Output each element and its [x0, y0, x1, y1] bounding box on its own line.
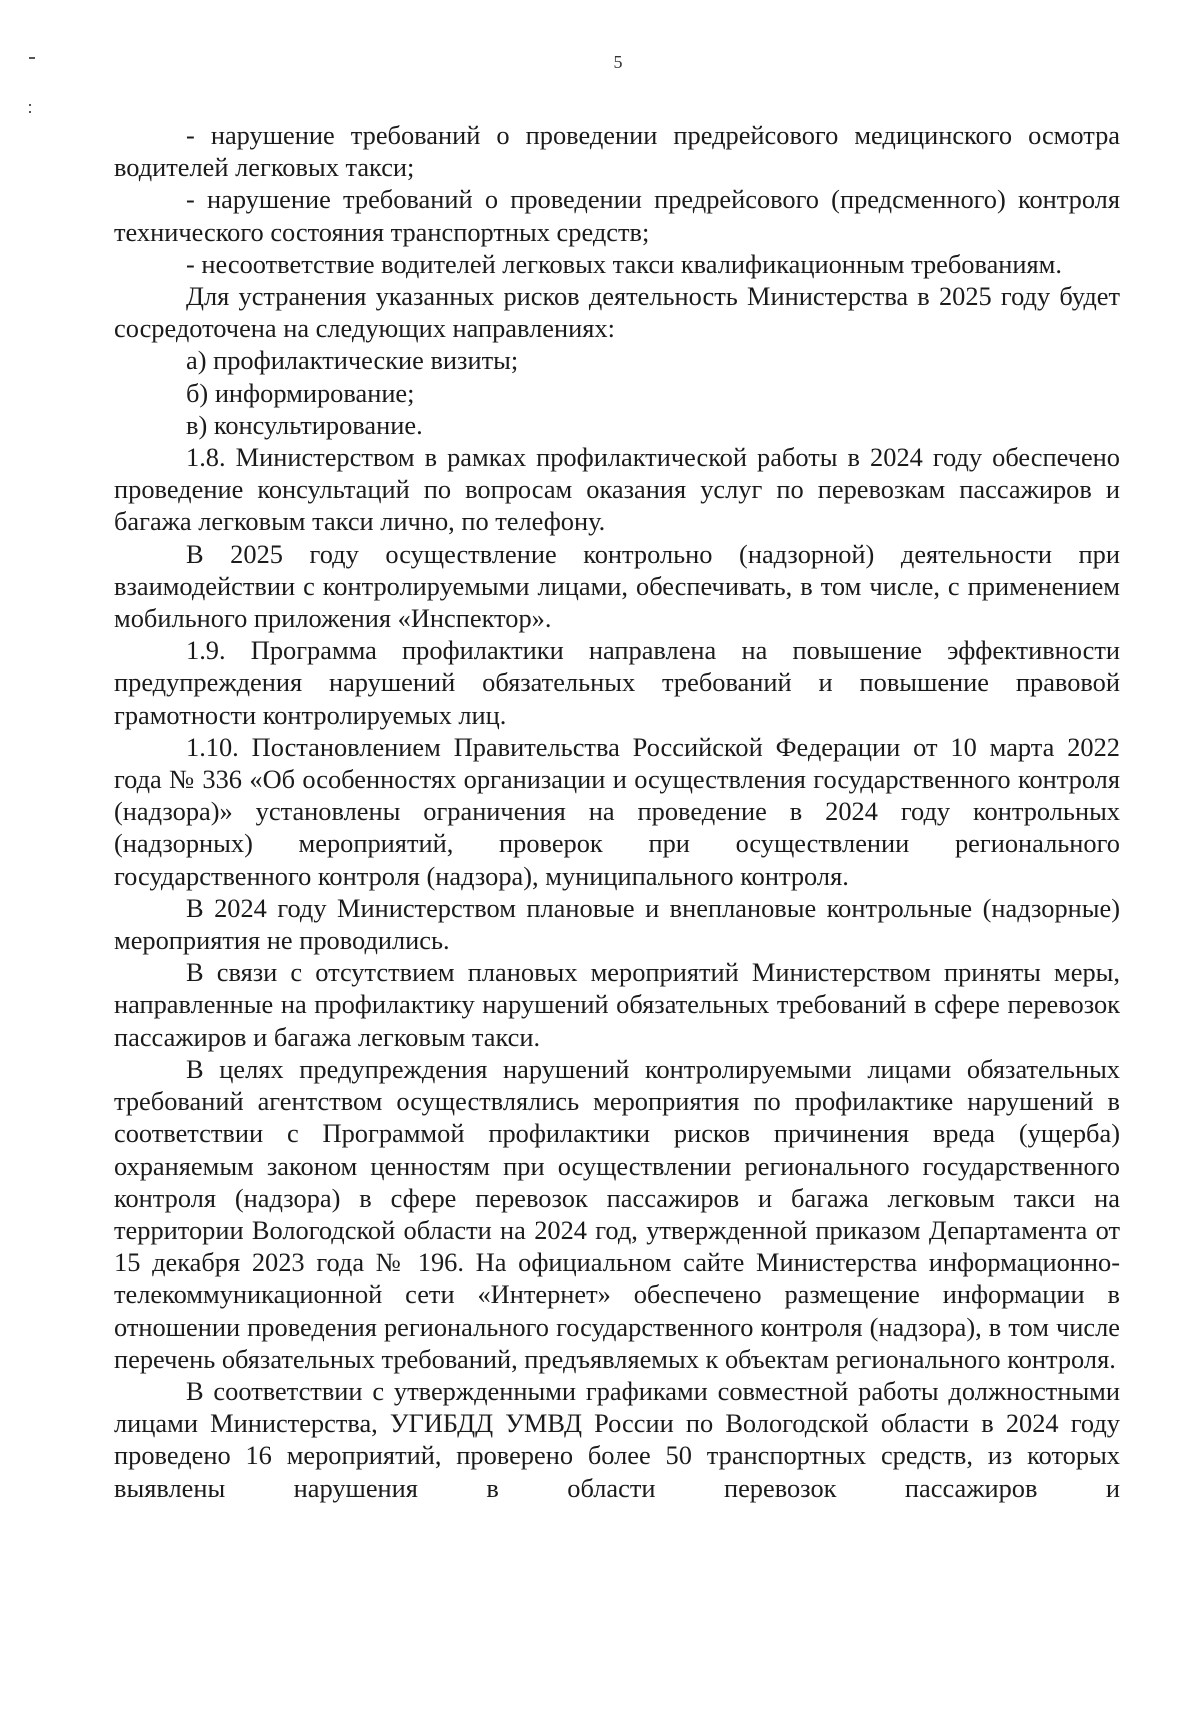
document-body [114, 119, 1120, 1504]
list-item-b: б) информирование; [186, 377, 415, 408]
scan-margin-mark [29, 111, 31, 113]
paragraph-directions-intro: Для устранения указанных рисков деятельность Министерства в 2025 году будет сосредоточена на следующих направлениях: [114, 281, 1120, 344]
paragraph-risk-technical: - нарушение требований о проведении предрейсового (предсменного) контроля технического состояния транспортных средств; [114, 184, 1120, 247]
list-item-c: в) консультирование. [186, 409, 423, 440]
paragraph-prevention-program: В целях предупреждения нарушений контролируемыми лицами обязательных требований агентством осуществлялись мероприятия по профилактике нарушений в соответствии с Программой профилактики рисков причинения вреда (ущерба) охраняемым законом ценностям при осуществлении регионального государственного контроля (надзора) в сфере перевозок пассажиров и багажа легковым такси на территории Вологодской области на 2024 год, утвержденной приказом Департамента от 15 декабря 2023 года № 196. На официальном сайте Министерства информационно-телекоммуникационной сети «Интернет» обеспечено размещение информации в отношении проведения регионального государственного контроля (надзора), в том числе перечень обязательных требований, предъявляемых к объектам регионального контроля. [114, 1053, 1120, 1374]
paragraph-1-9: 1.9. Программа профилактики направлена на повышение эффективности предупреждения нарушений обязательных требований и повышение правовой грамотности контролируемых лиц. [114, 635, 1120, 730]
scan-margin-mark [29, 57, 35, 59]
list-item-a: а) профилактические визиты; [186, 345, 519, 376]
scan-margin-mark [29, 104, 31, 106]
paragraph-risk-medical: - нарушение требований о проведении предрейсового медицинского осмотра водителей легковых такси; [114, 120, 1120, 183]
paragraph-risk-qualification: - несоответствие водителей легковых такси квалификационным требованиям. [186, 248, 1062, 279]
paragraph-prevention-measures: В связи с отсутствием плановых мероприятий Министерством приняты меры, направленные на профилактику нарушений обязательных требований в сфере перевозок пассажиров и багажа легковым такси. [114, 957, 1120, 1052]
paragraph-2025-inspector: В 2025 году осуществление контрольно (надзорной) деятельности при взаимодействии с контролируемыми лицами, обеспечивать, в том числе, с применением мобильного приложения «Инспектор». [114, 538, 1120, 634]
paragraph-2024-no-inspections: В 2024 году Министерством плановые и внеплановые контрольные (надзорные) мероприятия не проводились. [114, 892, 1120, 956]
paragraph-joint-work: В соответствии с утвержденными графиками совместной работы должностными лицами Министерства, УГИБДД УМВД России по Вологодской области в 2024 году проведено 16 мероприятий, проверено более 50 транспортных средств, из которых выявлены нарушения в области перевозок пассажиров и [114, 1375, 1120, 1503]
paragraph-1-10: 1.10. Постановлением Правительства Российской Федерации от 10 марта 2022 года № 336 «Об особенностях организации и осуществления государственного контроля (надзора)» установлены ограничения на проведение в 2024 году контрольных (надзорных) мероприятий, проверок при осуществлении регионального государственного контроля (надзора), муниципального контроля. [114, 731, 1120, 891]
paragraph-1-8: 1.8. Министерством в рамках профилактической работы в 2024 году обеспечено проведение консультаций по вопросам оказания услуг по перевозкам пассажиров и багажа легковым такси лично, по телефону. [114, 442, 1120, 537]
page-number: 5 [613, 52, 623, 72]
